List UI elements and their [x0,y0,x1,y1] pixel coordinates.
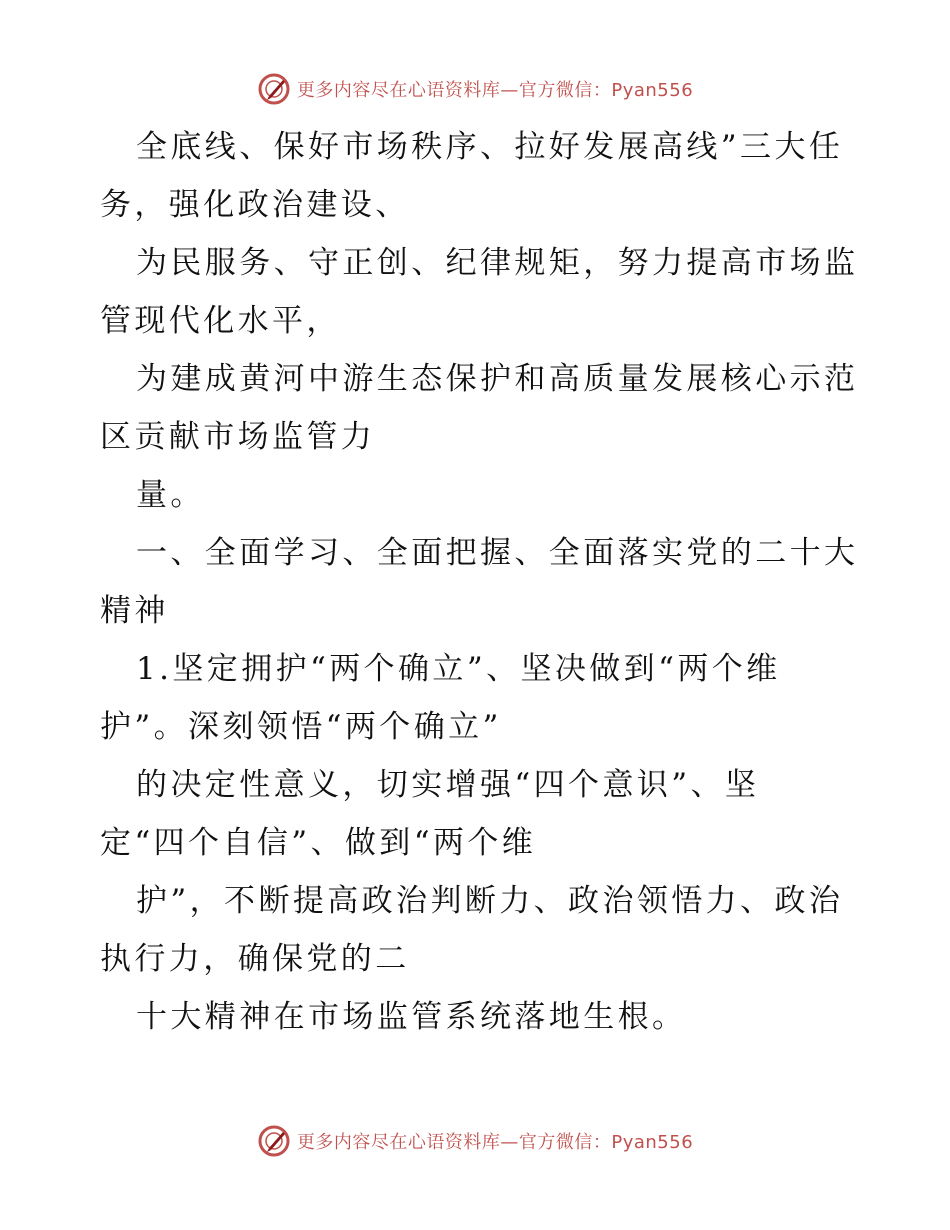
text-line: 为民服务、守正创、纪律规矩，努力提高市场监 [136,245,859,281]
text-line: 务，强化政治建设、 [100,187,410,223]
watermark-footer [0,1124,950,1158]
document-body [100,118,860,1046]
text-line: 量。 [136,477,205,513]
text-line: 管现代化水平， [100,303,341,339]
text-line: 十大精神在市场监管系统落地生根。 [136,999,687,1035]
text-line: 全底线、保好市场秩序、拉好发展高线”三大任 [136,129,844,165]
text-line: 1.坚定拥护“两个确立”、坚决做到“两个维 [136,651,781,687]
text-line: 执行力，确保党的二 [100,941,410,977]
text-line: 的决定性意义，切实增强“四个意识”、坚 [136,767,760,803]
watermark-text: 更多内容尽在心语资料库—官方微信：Pyan556 [296,80,694,101]
watermark-header [0,72,950,106]
pen-nib-logo-icon [257,72,291,106]
watermark-text: 更多内容尽在心语资料库—官方微信：Pyan556 [296,1132,694,1153]
text-line: 一、全面学习、全面把握、全面落实党的二十大 [136,535,859,571]
text-line: 精神 [100,593,169,629]
pen-nib-logo-icon [257,1124,291,1158]
text-line: 为建成黄河中游生态保护和高质量发展核心示范 [136,361,859,397]
text-line: 定“四个自信”、做到“两个维 [100,825,537,861]
text-line: 区贡献市场监管力 [100,419,376,455]
text-line: 护”，不断提高政治判断力、政治领悟力、政治 [136,883,844,919]
text-line: 护”。深刻领悟“两个确立” [100,709,502,745]
